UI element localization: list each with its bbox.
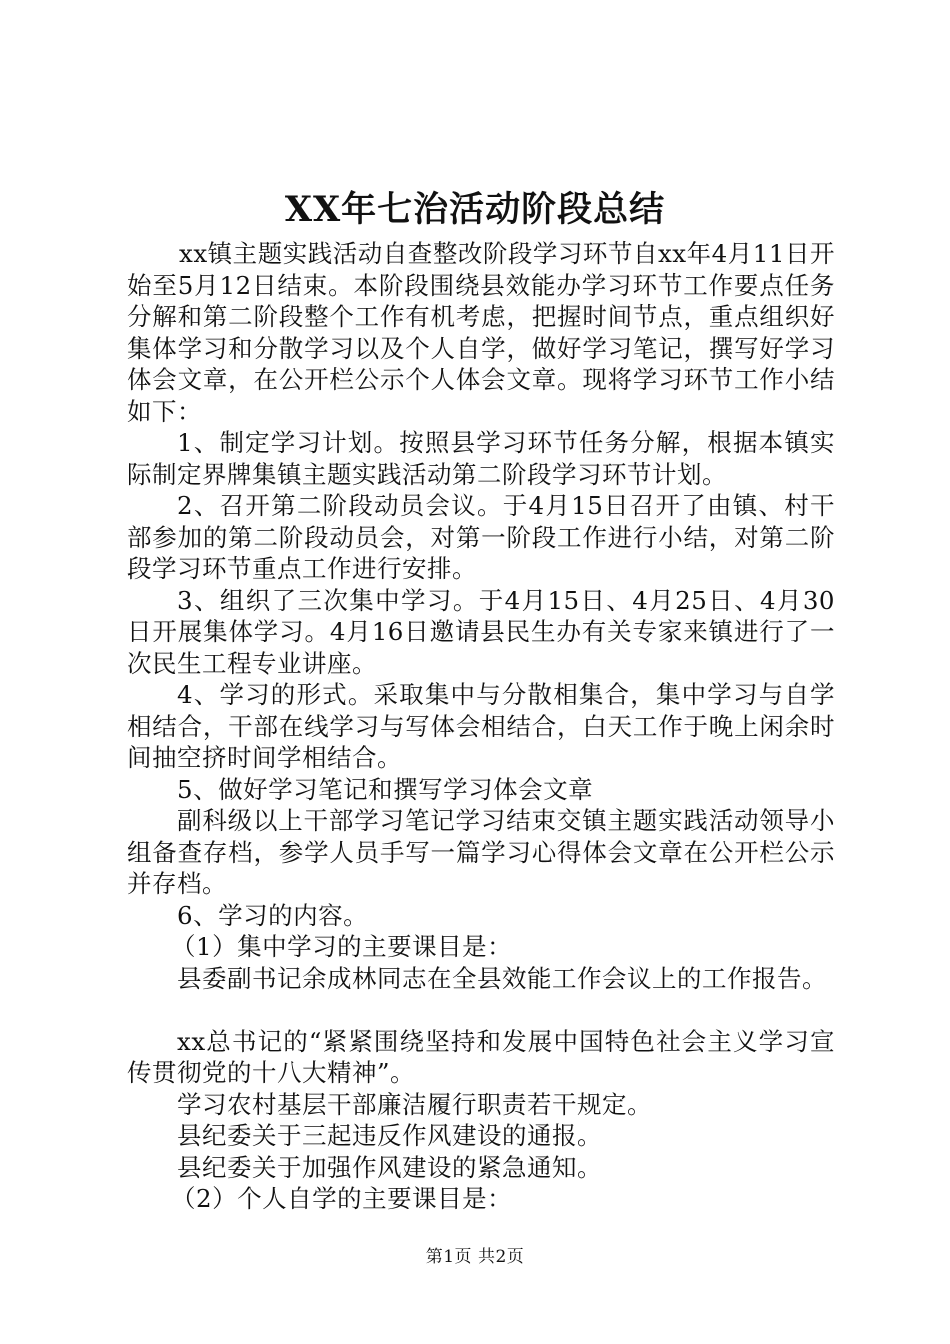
paragraph-study-item-1: 县委副书记余成林同志在全县效能工作会议上的工作报告。 [177, 963, 827, 993]
paragraph-study-item-4: 县纪委关于三起违反作风建设的通报。 [177, 1121, 602, 1150]
paragraph-intro: xx镇主题实践活动自查整改阶段学习环节自xx年4月11日开始至5月12日结束。本阶段围绕县效能办学习环节工作要点任务分解和第二阶段整个工作有机考虑，把握时间节点，重点组织好集体学习和分散学习以及个人自学，做好学习笔记，撰写好学习体会文章，在公开栏公示个人体会文章。现将学习环节工作小结如下： [127, 239, 835, 426]
paragraph-item-4: 4、学习的形式。采取集中与分散相集合，集中学习与自学相结合，干部在线学习与写体会相结合，白天工作于晚上闲余时间抽空挤时间学相结合。 [127, 680, 835, 772]
document-body [127, 238, 835, 1215]
paragraph-item-5: 5、做好学习笔记和撰写学习体会文章 [177, 774, 594, 804]
paragraph-subheading-1: （1）集中学习的主要课目是： [171, 932, 513, 961]
paragraph-item-2: 2、召开第二阶段动员会议。于4月15日召开了由镇、村干部参加的第二阶段动员会，对第一阶段工作进行小结，对第二阶段学习环节重点工作进行安排。 [127, 491, 835, 583]
paragraph-item-3: 3、组织了三次集中学习。于4月15日、4月25日、4月30日开展集体学习。4月16日邀请县民生办有关专家来镇进行了一次民生工程专业讲座。 [127, 585, 835, 678]
page-footer: 第1页 共2页 [425, 1247, 525, 1267]
document-title: XX年七治活动阶段总结 [284, 189, 666, 230]
paragraph-item-5-detail: 副科级以上干部学习笔记学习结束交镇主题实践活动领导小组备查存档，参学人员手写一篇学习心得体会文章在公开栏公示并存档。 [127, 806, 835, 898]
paragraph-item-1: 1、制定学习计划。按照县学习环节任务分解，根据本镇实际制定界牌集镇主题实践活动第二阶段学习环节计划。 [127, 428, 835, 489]
paragraph-study-item-5: 县纪委关于加强作风建设的紧急通知。 [177, 1152, 602, 1182]
paragraph-item-6: 6、学习的内容。 [177, 900, 369, 930]
paragraph-subheading-2: （2）个人自学的主要课目是： [171, 1184, 513, 1213]
paragraph-study-item-2: xx总书记的“紧紧围绕坚持和发展中国特色社会主义学习宣传贯彻党的十八大精神”。 [127, 1026, 835, 1087]
paragraph-study-item-3: 学习农村基层干部廉洁履行职责若干规定。 [177, 1089, 652, 1119]
blank-line [127, 994, 835, 1026]
